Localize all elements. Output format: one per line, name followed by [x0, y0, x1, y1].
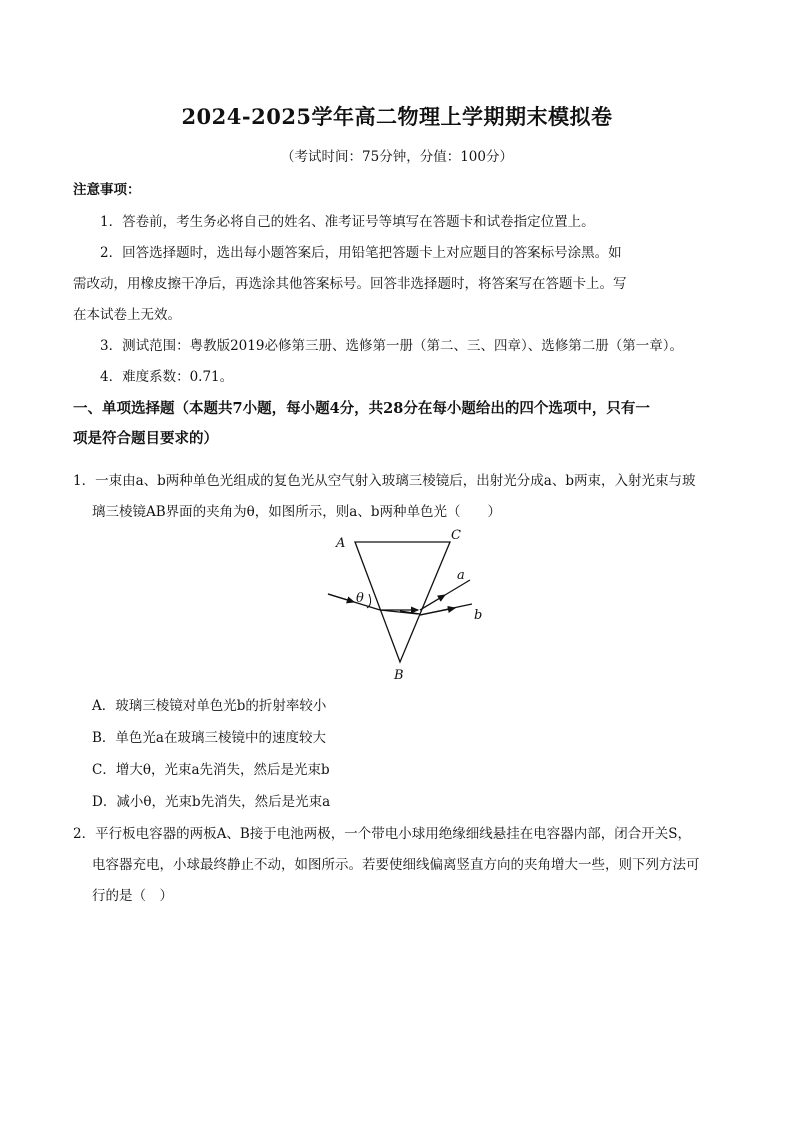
incident-ray-arrow: [328, 594, 354, 602]
question-2-stem: 2．平行板电容器的两板A、B接于电池两极，一个带电小球用绝缘细线悬挂在电容器内部，闭合开关S，: [73, 826, 692, 842]
label-B: B: [394, 668, 404, 683]
notice-item-continued: 在本试卷上无效。: [73, 307, 181, 323]
exam-info: （考试时间：75分钟，分值：100分）: [281, 149, 513, 165]
question-2-stem-continued: 行的是（ ）: [92, 888, 173, 904]
notice-item: 1．答卷前，考生务必将自己的姓名、准考证号等填写在答题卡和试卷指定位置上。: [100, 214, 595, 230]
label-C: C: [451, 528, 461, 543]
exit-ray-a-arrow: [420, 595, 445, 610]
notice-heading: 注意事项：: [73, 182, 141, 198]
notice-item: 2．回答选择题时，选出每小题答案后，用铅笔把答题卡上对应题目的答案标号涂黑。如: [100, 245, 622, 261]
label-A: A: [336, 536, 346, 551]
exit-ray-b-arrow: [420, 608, 455, 615]
section-heading: 一、单项选择题（本题共7小题，每小题4分，共28分在每小题给出的四个选项中，只有一: [73, 400, 650, 417]
notice-item: 4．难度系数：0.71。: [100, 369, 234, 385]
notice-item-continued: 需改动，用橡皮擦干净后，再选涂其他答案标号。回答非选择题时，将答案写在答题卡上。写: [73, 276, 627, 292]
label-a: a: [457, 568, 465, 583]
question-1-stem-continued: 璃三棱镜AB界面的夹角为θ，如图所示，则a、b两种单色光（ ）: [92, 504, 501, 520]
question-1-option-d: D．减小θ，光束b先消失，然后是光束a: [92, 794, 331, 810]
page-title: 2024-2025学年高二物理上学期期末模拟卷: [181, 104, 613, 129]
label-theta: θ: [356, 591, 364, 606]
notice-item: 3．测试范围：粤教版2019必修第三册、选修第一册（第二、三、四章）、选修第二册（第一章）。: [100, 338, 683, 354]
prism-figure: [320, 522, 500, 687]
section-heading-continued: 项是符合题目要求的）: [73, 430, 218, 447]
question-1-option-c: C．增大θ，光束a先消失，然后是光束b: [92, 762, 330, 778]
prism-triangle: [355, 542, 450, 662]
question-1-option-a: A．玻璃三棱镜对单色光b的折射率较小: [92, 698, 327, 714]
question-1-stem: 1．一束由a、b两种单色光组成的复色光从空气射入玻璃三棱镜后，出射光分成a、b两束，入射光束与玻: [73, 473, 696, 489]
question-2-stem-continued: 电容器充电，小球最终静止不动，如图所示。若要使细线偏离竖直方向的夹角增大一些，则下列方法可: [92, 857, 700, 873]
question-1-option-b: B．单色光a在玻璃三棱镜中的速度较大: [92, 730, 326, 746]
label-b: b: [474, 608, 483, 623]
